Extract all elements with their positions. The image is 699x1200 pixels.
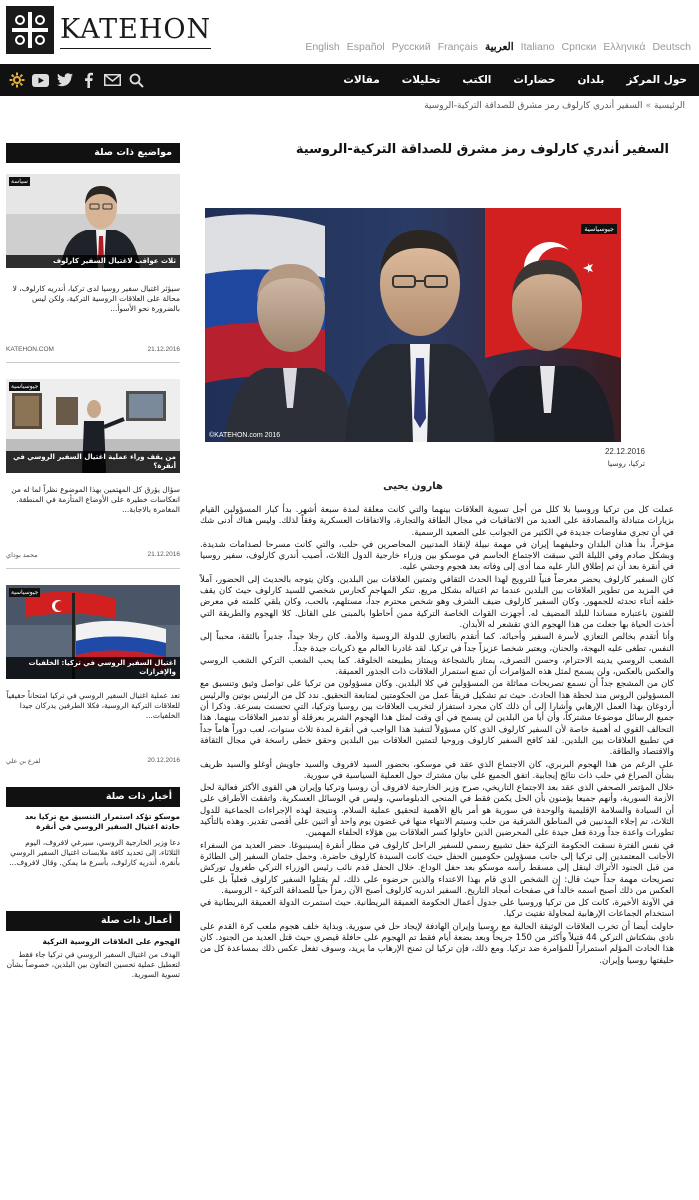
main-nav xyxy=(0,64,699,96)
breadcrumb-home[interactable]: الرئيسية xyxy=(654,101,685,111)
article-tags[interactable]: تركيا، روسيا xyxy=(607,459,645,468)
card-date: 21.12.2016 xyxy=(147,551,180,558)
article-date: 22.12.2016 xyxy=(604,447,645,456)
card-excerpt: تعد عملية اغتيال السفير الروسي في تركيا امتحاناً حقيقياً للعلاقات التركية الروسية، فكلا الطرفين يدركان جيدا الخلفيات... xyxy=(6,691,180,720)
related-works-header: أعمال ذات صلة xyxy=(6,911,180,931)
card-excerpt: سؤال يؤرق كل المهتمين بهذا الموضوع نظراً لما له من انعكاسات خطيرة على الأوضاع المتأزمة في المنطقة. المغامرة بالاجابة... xyxy=(11,485,180,514)
related-work-title[interactable]: الهجوم على العلاقات الروسية التركية xyxy=(42,937,180,946)
article-paragraph: على الرغم من هذا الهجوم البربري، كان الاجتماع الذي عقد في موسكو، بحضور السيد لافروف والسيد جاويش أوغلو والسيد ظريف بشأن الصراع في حلب ذات نتائج إيجابية. اتفق الجميع على بيان مشترك حول العملية السياسية في سورية. xyxy=(200,759,674,781)
lang-english[interactable]: English xyxy=(305,41,340,53)
card-source[interactable]: KATEHON.COM xyxy=(6,346,54,353)
lang-serbian[interactable]: Српски xyxy=(561,41,597,53)
logo-cross-icon xyxy=(6,6,54,54)
related-card-thumbnail[interactable] xyxy=(6,174,180,268)
article-paragraph: الشعب الروسي يدينه الاحترام، وحسن التصرف، يمتاز بالشجاعة ويمتاز بطبيعته الخلوقة. كما يحب الشعب التركي الشعب الروسي والعكس بالعكس، ولن يسمح لمثل هذه المؤامرات أن تمنع استمرار العلاقات ذات الجذور العميقة. xyxy=(200,655,674,678)
nav-item-civilizations[interactable]: حضارات xyxy=(513,74,556,86)
lang-french[interactable]: Français xyxy=(437,41,478,53)
article-hero-image xyxy=(205,208,621,442)
nav-item-articles[interactable]: مقالات xyxy=(343,74,380,86)
twitter-icon[interactable] xyxy=(56,72,73,89)
breadcrumb xyxy=(424,101,685,111)
article-author: هارون يحيى xyxy=(383,481,443,492)
facebook-icon[interactable] xyxy=(80,72,97,89)
article-paragraph: عملت كل من تركيا وروسيا بلا كلل من أجل تسوية العلاقات بينهما والتي كانت معلقة لمدة سبعة أشهر. بدأ كبار المسؤولين القيام بزيارات متبادلة والمصادقة على العديد من الاتفاقيات في مجال الطاقة والتجارة، والاتفاقات العسكرية وفقاً لذلك. وليس هناك أدنى شك في أن تجري مفاوضات جديدة في الكثير من الجوانب على الصعيد الرسمية. xyxy=(200,505,674,538)
lang-german[interactable]: Deutsch xyxy=(652,41,691,53)
related-news-excerpt: دعا وزير الخارجية الروسي، سيرغي لافروف، اليوم الثلاثاء، إلى تحديد كافة ملابسات اغتيال السفير الروسي بأنقرة، أندريه كارلوف، بأسرع ما يمكن. وقال لافروف... xyxy=(9,838,180,867)
logo-text: KATEHON xyxy=(60,12,211,49)
breadcrumb-current: السفير أندري كارلوف رمز مشرق للصداقة التركية-الروسية xyxy=(424,101,643,111)
nav-menu xyxy=(343,64,687,96)
language-switcher xyxy=(305,41,691,53)
article-paragraph: كان السفير كارلوف يحضر معرضاً فنياً للترويج لهذا الحدث الثقافي وتمتين العلاقات بين البلدين. وكان يتوجه بالحديث إلى الحضور، آملاً في المزيد من تطوير العلاقات بين البلدين عندما تم اغتياله بشكل مريع. تنكر المهاجم كحارس شخصي للسيد كارلوف حيث كان يقف خلفه أثناء تحدثه للجمهور. وكان السفير كارلوف ضيف الشرف وهو شخص محترم جداً، مستلهم، بالحب، وكان يلقي كلمته في معرض للفنون باعتباره مساندا للبلد المضيف له. أجهزت القوات الخاصة التركية ممن أحاطوا بالمبنى على القاتل. كلا الهجوم والطريقة التي أخذت الحياة بها جعلت من هذا الهجوم الذي تقشعر له الأبدان. xyxy=(200,574,674,630)
divider xyxy=(6,362,180,363)
mail-icon[interactable] xyxy=(104,72,121,89)
card-source[interactable]: محمد بوداي xyxy=(6,552,38,559)
divider xyxy=(6,568,180,569)
related-news-header: أخبار ذات صلة xyxy=(6,787,180,807)
breadcrumb-separator: » xyxy=(645,101,651,111)
related-card-thumbnail[interactable] xyxy=(6,585,180,679)
article-title: السفير أندري كارلوف رمز مشرق للصداقة التركية-الروسية xyxy=(295,142,669,157)
nav-item-countries[interactable]: بلدان xyxy=(577,74,605,86)
lang-russian[interactable]: Русский xyxy=(391,41,431,53)
site-logo[interactable] xyxy=(6,6,211,54)
lang-italian[interactable]: Italiano xyxy=(520,41,555,53)
article-paragraph: حاولت أيضا أن تخرب العلاقات الوثيقة الحالية مع روسيا وإيران الهادفة لإيجاد حل في سورية. وبداية خلف هجوم ملعب كرة القدم على نادي بشكتاش التركي 44 قتيلاً وأكثر من 150 جريحاً وبعد بضعة أيام فقط تم الهجوم على حافلة قيصري حيث قتل العديد من الجنود. كان هذا الحادث المؤلم استمراراً للمؤامرة ضد تركيا. ومع ذلك، فإن تركيا لن تمنح الإرهاب ما يريد، وسوف تفعل عكس ذلك بمساعدة كل من حليفتها روسيا وإيران. xyxy=(200,921,674,966)
card-caption[interactable]: ثلاث عواقب لاغتيال السفير كارلوف xyxy=(6,255,180,268)
article-paragraph: مؤخراً، بدأ هذان البلدان وحليفهما إيران في مهمة نبيلة لإنقاذ المدنيين المحاصرين في حلب، والتي كانت مسرحا لصدامات شديدة. وبشكل صادم وفي الليلة التي سبقت الاجتماع الحاسم في موسكو بين وزراء خارجية الدول الثلاث، أصيب أندري كارلوف، سفير روسيا في أنقرة بعد أن تم إطلاق النار عليه مما أدى إلى وفاته بعد هجوم وحشي عليه. xyxy=(200,539,674,573)
nav-item-about[interactable]: حول المركز xyxy=(626,74,687,86)
lang-espanol[interactable]: Español xyxy=(346,41,385,53)
card-category-badge[interactable]: جيوسياسية xyxy=(11,589,39,596)
nav-item-books[interactable]: الكتب xyxy=(462,74,492,86)
youtube-icon[interactable] xyxy=(32,72,49,89)
article-paragraph: في نفس الفترة نسقت الحكومة التركية حفل تشييع رسمي للسفير الراحل كارلوف في مطار أنقرة إيسينبوغا. حضر العديد من السفراء الأجانب المعتمدين إلى تركيا إلى جانب مسؤولين حكوميين الحفل حيث كانت السيدة كارلوف حاضرة. وحمل جثمان السفير إلى الطائرة من قبل الجنود الأتراك لينقل إلى مسقط رأسه موسكو بعد حفل الوداع. خلال الحفل قدم نائب رئيس الوزراء التركي طغرول توركش تصريحات مهمة جداً حيث قال: إن الشخص الذي قام بهذا الاعتداء والذين حرضوه على ذلك، لم يقتلوا السفير كارلوف فعلياً بل على العكس من ذلك أصبح اسمه خالداً في صفحات أمجاد التاريخ. السفير اندريه كارلوف أصبح الآن رمزاً حياً للصداقة التركية - الروسية. xyxy=(200,840,674,896)
related-work-excerpt: الهدف من اغتيال السفير الروسي في تركيا جاء فقط لتعطيل عملية تحسين التعاون بين البلدين، خصوصاً بشأن تسوية السورية. xyxy=(6,950,180,979)
lang-greek[interactable]: Ελληνικά xyxy=(603,41,646,53)
related-topics-header: مواضيع ذات صلة xyxy=(6,143,180,163)
image-credit: ©KATEHON.com 2016 xyxy=(209,432,281,439)
gear-icon[interactable] xyxy=(8,72,25,89)
search-icon[interactable] xyxy=(128,72,145,89)
related-news-title[interactable]: موسكو تؤكد استمرار التنسيق مع تركيا بعد حادثة اغتيال السفير الروسي في أنقرة xyxy=(24,812,180,831)
article-paragraph: وأنا أتقدم بخالص التعازي لأسرة السفير وأحبائه. كما أتقدم بالتعازي للدولة الروسية والأمة. كان رجلا جيداً، جديراً بالثقة، محبباً إلى النفس، تطغى عليه البهجة، والحنان، ويعتبر شخصا عزيزاً جداً في تركيا. لقد غادرنا العالم مع ذكريات جيدة جداً. xyxy=(200,632,674,654)
related-card-thumbnail[interactable] xyxy=(6,379,180,473)
lang-arabic[interactable]: العربية xyxy=(484,41,514,53)
article-category-badge[interactable]: جيوسياسية xyxy=(581,224,617,234)
card-date: 20.12.2016 xyxy=(147,757,180,764)
card-source[interactable]: لفرع بن علي xyxy=(6,758,41,765)
card-excerpt: سيؤثر اغتيال سفير روسيا لدى تركيا، أندريه كارلوف، لا محالة على العلاقات الروسية التركية، ولكن ليس بالضرورة نحو الأسوأ... xyxy=(12,284,180,313)
card-category-badge[interactable]: جيوسياسية xyxy=(11,383,39,390)
article-body xyxy=(200,505,674,968)
article-paragraph: في الآونة الأخيرة، كانت كل من تركيا وروسيا على جدول أعمال الحكومة العميقة البريطانية. حيث استمرت الدولة العميقة البريطانية في استخدام الجماعات الإرهابية لمحاولة تفتيت تركيا. xyxy=(200,898,674,920)
nav-icons xyxy=(8,64,145,96)
article-paragraph: خلال المؤتمر الصحفي الذي عقد بعد الاجتماع التاريخي، صرح وزير الخارجية لافروف أن روسيا وتركيا وإيران هي القوى الأكثر فعالية لحل الأزمة السورية، وأنهم جميعا يؤمنون بأن الحل يكمن فقط في المنحى الدبلوماسي، وليس في الوسائل العسكرية. واتفقت الأطراف على أن السيادة والسلامة الإقليمية والوحدة في سورية هو أمر بالغ الأهمية لتحقيق عملية السلام. ونتيجة لهذه الإجراءات الجماعية للدول الثلاث، تم إجلاء المدنيين في المناطق الشرقية من حلب وسيتم الانتهاء منها في غضون يوم واحد أو اثنين على أقصى تقدير. وهذه بالتأكيد تطورات واعدة جداً وردة فعل جيدة على المحرضين الذين حاولوا كسر العلاقات بين هؤلاء الحلفاء المهمين. xyxy=(200,783,674,839)
article-paragraph: كان من المشجع جداً أن نسمع تصريحات مماثلة من المسؤولين في كلا البلدين. وكان مسؤولون من تركيا على تواصل وثيق وتنسيق مع المسؤولين الروس منذ لحظة هذا الحادث. حيث تم تشكيل فريقاً عمل من الحكومتين لمتابعة التحقيق. ندد كل من الرئيس بوتين والرئيس أردوغان بهذا العمل الإرهابي وأشارا إلى أن ذلك كان مجرد استفزاز لتخريب العلاقات بين روسيا وتركيا، التي تحسنت بسرعة. وذكرا أن جميع الرسائل موضوعا مشتركاً، وأن أيا من البلدين لن يسمح في أي وقت لمثل هذا الهجوم الشرير بعرقلة أو تدمير العلاقات بينهما. هذا التحالف القوي له أهمية خاصة لأن السفير كارلوف الذي كان مسؤولاً لتنفيذ هذا الواجب في أنقرة لمدة ثلاث سنوات، لعب دوراً هاماً جداً في تطبيع العلاقات بين البلدين. لقد كافح السفير كارلوف وروحيا لتمتين العلاقات بين البلدين وحقق خطى راسخة في مجال الثقافة والاقتصاد والطاقة. xyxy=(200,679,674,758)
card-category-badge[interactable]: سياسة xyxy=(11,178,28,185)
card-caption[interactable]: اغتيال السفير الروسي في تركيا: الخلفيات والإفرازات xyxy=(6,657,180,679)
nav-item-analysis[interactable]: تحليلات xyxy=(401,74,441,86)
card-date: 21.12.2016 xyxy=(147,346,180,353)
card-caption[interactable]: من يقف وراء عملية اغتيال السفير الروسي في أنقرة؟ xyxy=(6,451,180,473)
